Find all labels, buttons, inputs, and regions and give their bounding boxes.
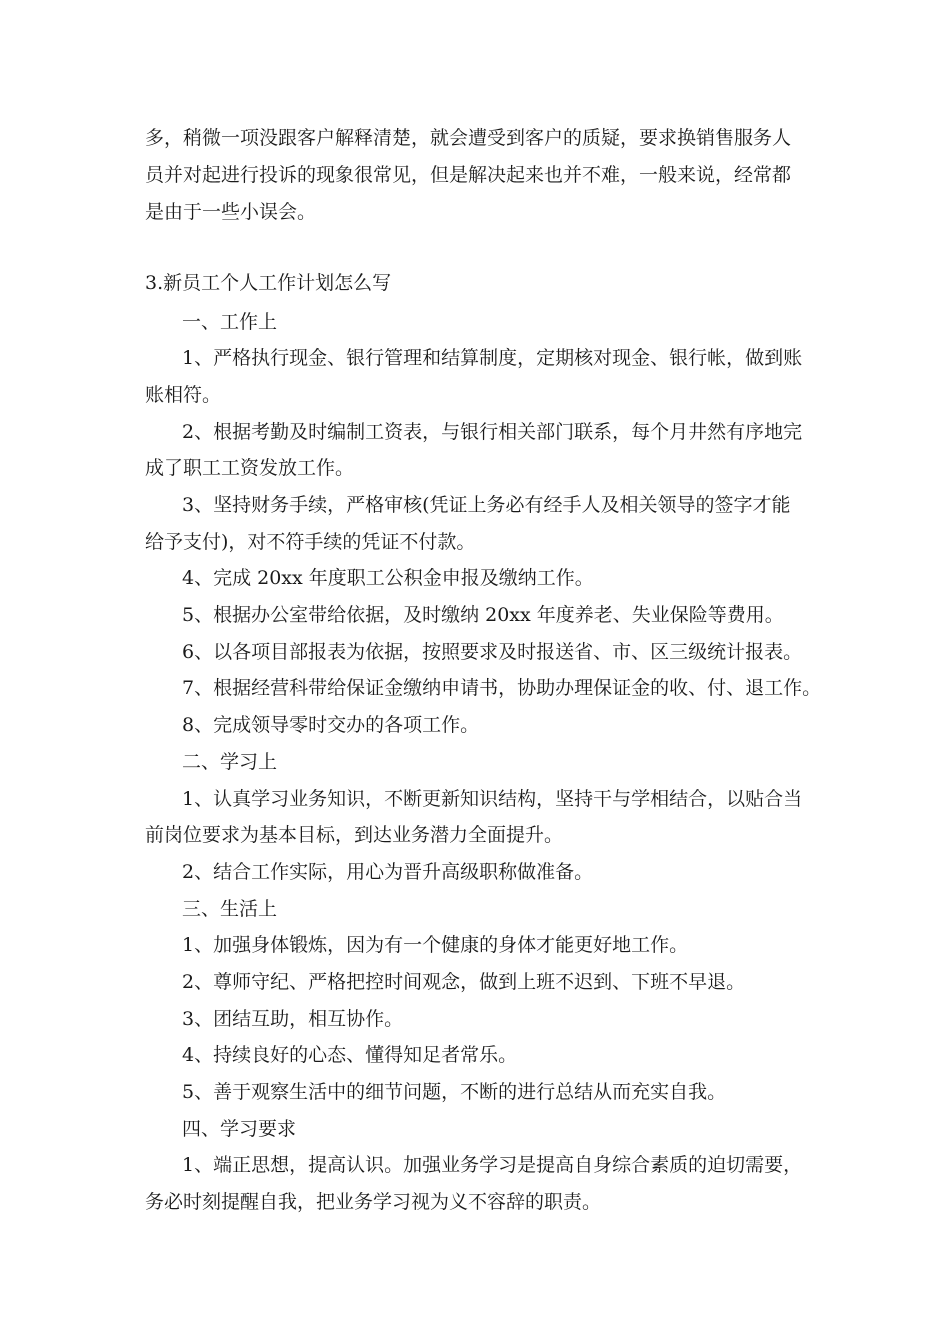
- list-item: 4、持续良好的心态、懂得知足者常乐。: [182, 1044, 518, 1066]
- list-item: 3、团结互助，相互协作。: [182, 1008, 404, 1030]
- list-item: 6、以各项目部报表为依据，按照要求及时报送省、市、区三级统计报表。: [182, 641, 803, 663]
- list-item: 2、尊师守纪、严格把控时间观念，做到上班不迟到、下班不早退。: [182, 971, 746, 993]
- list-item: 2、结合工作实际，用心为晋升高级职称做准备。: [182, 861, 594, 883]
- list-item: 1、加强身体锻炼，因为有一个健康的身体才能更好地工作。: [182, 934, 689, 956]
- list-item-continuation: 务必时刻提醒自我，把业务学习视为义不容辞的职责。: [145, 1191, 602, 1213]
- list-item: 3、坚持财务手续，严格审核(凭证上务必有经手人及相关领导的签字才能: [182, 494, 791, 516]
- list-item: 8、完成领导零时交办的各项工作。: [182, 714, 480, 736]
- paragraph-line: 员并对起进行投诉的现象很常见，但是解决起来也并不难，一般来说，经常都: [145, 164, 792, 186]
- list-item: 5、根据办公室带给依据，及时缴纳 20xx 年度养老、失业保险等费用。: [182, 604, 784, 626]
- list-item: 4、完成 20xx 年度职工公积金申报及缴纳工作。: [182, 567, 594, 589]
- list-item: 1、严格执行现金、银行管理和结算制度，定期核对现金、银行帐，做到账: [182, 347, 803, 369]
- list-item: 5、善于观察生活中的细节问题，不断的进行总结从而充实自我。: [182, 1081, 727, 1103]
- list-item-continuation: 账相符。: [145, 384, 222, 406]
- section-heading: 3.新员工个人工作计划怎么写: [145, 272, 392, 294]
- subsection-title: 二、学习上: [182, 751, 278, 773]
- list-item: 7、根据经营科带给保证金缴纳申请书，协助办理保证金的收、付、退工作。: [182, 677, 822, 699]
- list-item-continuation: 成了职工工资发放工作。: [145, 457, 355, 479]
- paragraph-line: 是由于一些小误会。: [145, 201, 317, 223]
- list-item-continuation: 前岗位要求为基本目标，到达业务潜力全面提升。: [145, 824, 564, 846]
- subsection-title: 三、生活上: [182, 898, 278, 920]
- list-item: 2、根据考勤及时编制工资表，与银行相关部门联系，每个月井然有序地完: [182, 421, 803, 443]
- subsection-title: 一、工作上: [182, 311, 278, 333]
- list-item-continuation: 给予支付)，对不符手续的凭证不付款。: [145, 531, 476, 553]
- paragraph-line: 多，稍微一项没跟客户解释清楚，就会遭受到客户的质疑，要求换销售服务人: [145, 127, 792, 149]
- subsection-title: 四、学习要求: [182, 1118, 297, 1140]
- list-item: 1、认真学习业务知识，不断更新知识结构，坚持干与学相结合，以贴合当: [182, 788, 803, 810]
- list-item: 1、端正思想，提高认识。加强业务学习是提高自身综合素质的迫切需要，: [182, 1154, 803, 1176]
